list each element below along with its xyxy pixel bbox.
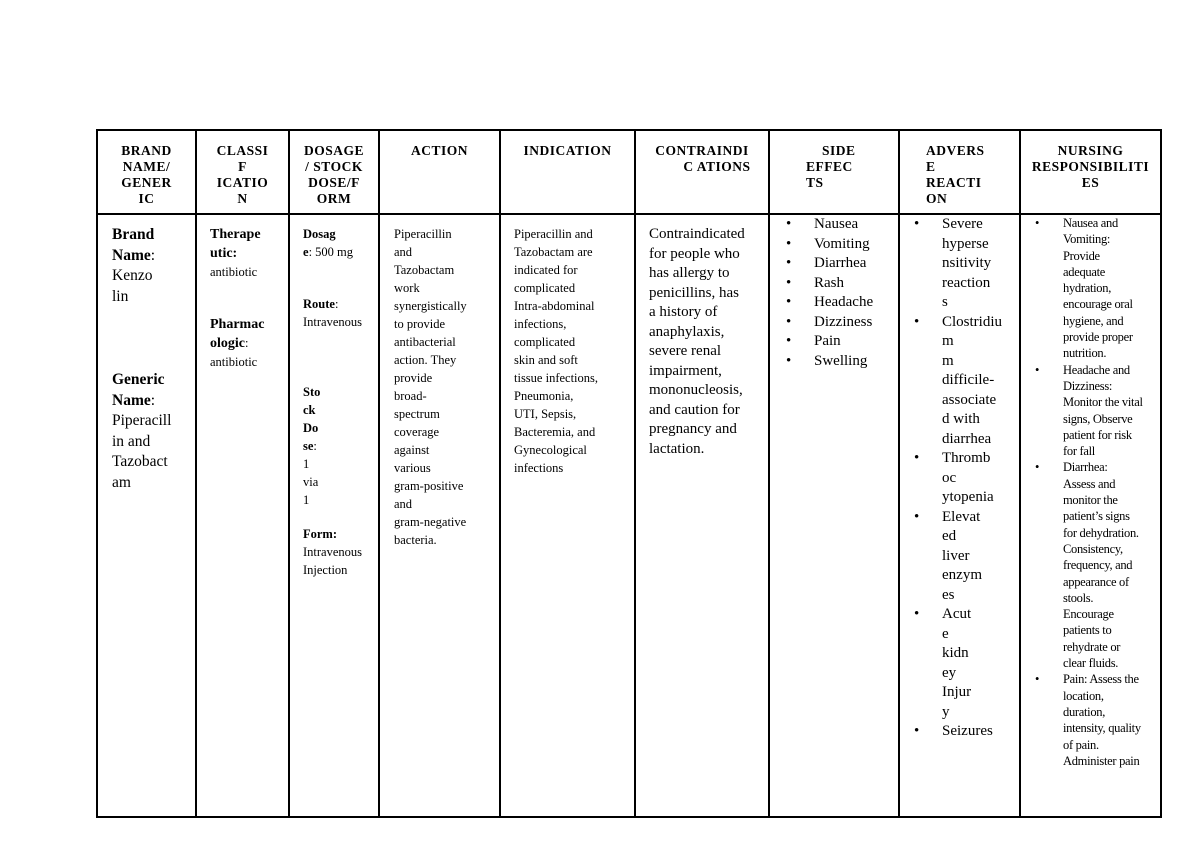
text-line: anaphylaxis, bbox=[649, 323, 725, 340]
text-line: oc bbox=[942, 469, 957, 486]
side-effect-item: • Diarrhea bbox=[784, 254, 898, 274]
data-row bbox=[97, 214, 1161, 817]
text-line: hyperse bbox=[942, 235, 989, 252]
cell-indication bbox=[500, 214, 635, 817]
header-adverse-reaction: ADVERS E REACTI ON bbox=[899, 130, 1020, 214]
text-line: ey bbox=[942, 664, 957, 681]
header-contraindications: CONTRAINDI C ATIONS bbox=[635, 130, 769, 214]
text-line: enzym bbox=[942, 567, 982, 583]
text-line: and caution for bbox=[649, 401, 740, 418]
text-line: signs, Observe bbox=[1063, 411, 1133, 426]
text-line: bacteria. bbox=[394, 533, 437, 547]
text-line: a history of bbox=[649, 304, 718, 320]
text-line: Nausea and bbox=[1063, 216, 1118, 230]
text-line: antibacterial bbox=[394, 335, 456, 349]
text-line: against bbox=[394, 443, 430, 457]
text-line: patient for risk bbox=[1063, 427, 1132, 442]
text-line: gram-positive bbox=[394, 479, 464, 493]
adverse-reaction-item bbox=[912, 449, 1019, 508]
text-line: Vomiting: bbox=[1063, 232, 1111, 247]
text-line: difficile- bbox=[942, 372, 995, 388]
text-line: Acut bbox=[942, 606, 972, 622]
adverse-reaction-item bbox=[912, 313, 1019, 450]
text-line: kidn bbox=[942, 645, 969, 661]
header-classification: CLASSI F ICATIO N bbox=[196, 130, 289, 214]
text-line: complicated bbox=[514, 281, 576, 295]
adverse-reaction-item bbox=[912, 605, 1019, 722]
text-line: for dehydration. bbox=[1063, 525, 1139, 540]
text-line: stools. bbox=[1063, 590, 1094, 605]
text-line: Dizziness: bbox=[1063, 378, 1113, 393]
text-line: provide proper bbox=[1063, 330, 1133, 345]
text-line: Gynecological bbox=[514, 443, 587, 457]
text-line: spectrum bbox=[394, 407, 440, 421]
text-line: m bbox=[942, 352, 954, 369]
text-line: UTI, Sepsis, bbox=[514, 407, 577, 421]
text-line: Piperacillin and bbox=[514, 227, 593, 241]
header-row bbox=[97, 130, 1161, 214]
text-line: pregnancy and bbox=[649, 421, 737, 437]
text-line: action. They bbox=[394, 353, 457, 367]
text-line: Thromb bbox=[942, 450, 991, 466]
text-line: adequate bbox=[1063, 264, 1106, 279]
nursing-item bbox=[1033, 215, 1160, 362]
text-line: Injur bbox=[942, 684, 972, 700]
adverse-reaction-item bbox=[912, 215, 1019, 313]
text-line: duration, bbox=[1063, 704, 1106, 719]
text-line: d with bbox=[942, 411, 980, 427]
nursing-item bbox=[1033, 362, 1160, 460]
text-line: and bbox=[394, 497, 413, 511]
text-line: nutrition. bbox=[1063, 346, 1107, 361]
text-line: broad- bbox=[394, 389, 427, 403]
text-line: ed bbox=[942, 528, 957, 544]
text-line: Severe bbox=[942, 216, 983, 232]
text-line: synergistically bbox=[394, 299, 467, 313]
text-line: Provide bbox=[1063, 248, 1100, 263]
text-line: Pain: Assess the bbox=[1063, 672, 1139, 687]
text-line: severe renal bbox=[649, 343, 722, 359]
text-line: hygiene, and bbox=[1063, 313, 1124, 328]
text-line: patients to bbox=[1063, 623, 1112, 638]
text-line: reaction bbox=[942, 274, 991, 291]
text-line: e bbox=[942, 625, 949, 642]
text-line: Seizures bbox=[942, 723, 993, 739]
text-line: Administer pain bbox=[1063, 753, 1140, 768]
cell-classification: Therape utic: antibiotic Pharmac ologic: antibiotic bbox=[196, 214, 289, 817]
text-line: Assess and bbox=[1063, 476, 1116, 491]
text-line: Intra-abdominal bbox=[514, 299, 595, 313]
text-line: tissue infections, bbox=[514, 371, 599, 385]
cell-adverse-reactions bbox=[899, 214, 1020, 817]
text-line: Piperacillin bbox=[394, 227, 452, 241]
text-line: Tazobactam are bbox=[514, 245, 593, 259]
text-line: provide bbox=[394, 371, 433, 385]
adverse-reaction-item bbox=[912, 508, 1019, 606]
text-line: location, bbox=[1063, 688, 1104, 703]
text-line: and bbox=[394, 245, 413, 259]
side-effect-item: • Rash bbox=[784, 274, 898, 294]
cell-contraindications bbox=[635, 214, 769, 817]
cell-brand-generic: Brand Name: Kenzo lin Generic Name: Piperacill in and Tazobact am bbox=[97, 214, 196, 817]
text-line: Clostridiu bbox=[942, 313, 1003, 330]
adverse-reaction-item bbox=[912, 722, 1019, 742]
text-line: indicated for bbox=[514, 263, 578, 277]
text-line: y bbox=[942, 703, 950, 720]
text-line: lactation. bbox=[649, 440, 705, 457]
nursing-item bbox=[1033, 459, 1160, 671]
text-line: es bbox=[942, 586, 955, 603]
text-line: Pneumonia, bbox=[514, 389, 574, 403]
text-line: for people who bbox=[649, 245, 740, 262]
text-line: appearance of bbox=[1063, 574, 1129, 589]
cell-dosage: Dosag e: 500 mg Route: Intravenous Sto ck Do se: 1 via 1 Form: Intravenous Injection bbox=[289, 214, 379, 817]
cell-action bbox=[379, 214, 500, 817]
text-line: has allergy to bbox=[649, 265, 730, 281]
text-line: ytopenia bbox=[942, 489, 994, 505]
text-line: m bbox=[942, 333, 954, 349]
header-dosage: DOSAGE / STOCK DOSE/F ORM bbox=[289, 130, 379, 214]
side-effect-item: • Nausea bbox=[784, 215, 898, 235]
text-line: patient’s signs bbox=[1063, 509, 1130, 524]
text-line: complicated bbox=[514, 335, 576, 349]
text-line: Headache and bbox=[1063, 362, 1130, 377]
header-nursing-responsibilities: NURSING RESPONSIBILITI ES bbox=[1020, 130, 1161, 214]
text-line: Contraindicated bbox=[649, 226, 745, 242]
text-line: gram-negative bbox=[394, 515, 467, 529]
side-effect-item: • Pain bbox=[784, 332, 898, 352]
text-line: Consistency, bbox=[1063, 541, 1123, 556]
text-line: to provide bbox=[394, 317, 446, 331]
text-line: frequency, and bbox=[1063, 558, 1133, 573]
drug-card-table bbox=[96, 129, 1162, 818]
header-action: ACTION bbox=[379, 130, 500, 214]
text-line: clear fluids. bbox=[1063, 656, 1119, 671]
text-line: of pain. bbox=[1063, 737, 1099, 752]
text-line: intensity, quality bbox=[1063, 721, 1141, 736]
text-line: s bbox=[942, 294, 948, 310]
header-brand-name: BRAND NAME/ GENER IC bbox=[97, 130, 196, 214]
side-effect-item: • Vomiting bbox=[784, 235, 898, 255]
text-line: Bacteremia, and bbox=[514, 425, 596, 439]
text-line: nsitivity bbox=[942, 255, 992, 271]
side-effect-item: • Headache bbox=[784, 293, 898, 313]
text-line: associate bbox=[942, 391, 997, 408]
cell-side-effects bbox=[769, 214, 899, 817]
text-line: work bbox=[394, 281, 420, 295]
text-line: liver bbox=[942, 547, 970, 564]
nursing-item bbox=[1033, 671, 1160, 769]
text-line: impairment, bbox=[649, 362, 722, 379]
text-line: Tazobactam bbox=[394, 263, 455, 277]
text-line: Encourage bbox=[1063, 607, 1114, 622]
text-line: for fall bbox=[1063, 444, 1095, 459]
text-line: infections, bbox=[514, 317, 567, 331]
text-line: Monitor the vital bbox=[1063, 395, 1143, 410]
text-line: mononucleosis, bbox=[649, 382, 743, 398]
text-line: monitor the bbox=[1063, 493, 1118, 508]
text-line: rehydrate or bbox=[1063, 639, 1121, 654]
header-side-effects: SIDE EFFEC TS bbox=[769, 130, 899, 214]
text-line: Diarrhea: bbox=[1063, 460, 1108, 475]
cell-nursing-responsibilities bbox=[1020, 214, 1161, 817]
text-line: diarrhea bbox=[942, 430, 992, 447]
text-line: coverage bbox=[394, 425, 440, 439]
side-effect-item: • Dizziness bbox=[784, 313, 898, 333]
side-effect-item: • Swelling bbox=[784, 352, 898, 372]
text-line: encourage oral bbox=[1063, 297, 1133, 312]
header-indication: INDICATION bbox=[500, 130, 635, 214]
text-line: various bbox=[394, 461, 431, 475]
text-line: Elevat bbox=[942, 508, 981, 525]
text-line: skin and soft bbox=[514, 353, 578, 367]
text-line: hydration, bbox=[1063, 281, 1112, 296]
text-line: infections bbox=[514, 461, 564, 475]
text-line: penicillins, has bbox=[649, 284, 739, 301]
